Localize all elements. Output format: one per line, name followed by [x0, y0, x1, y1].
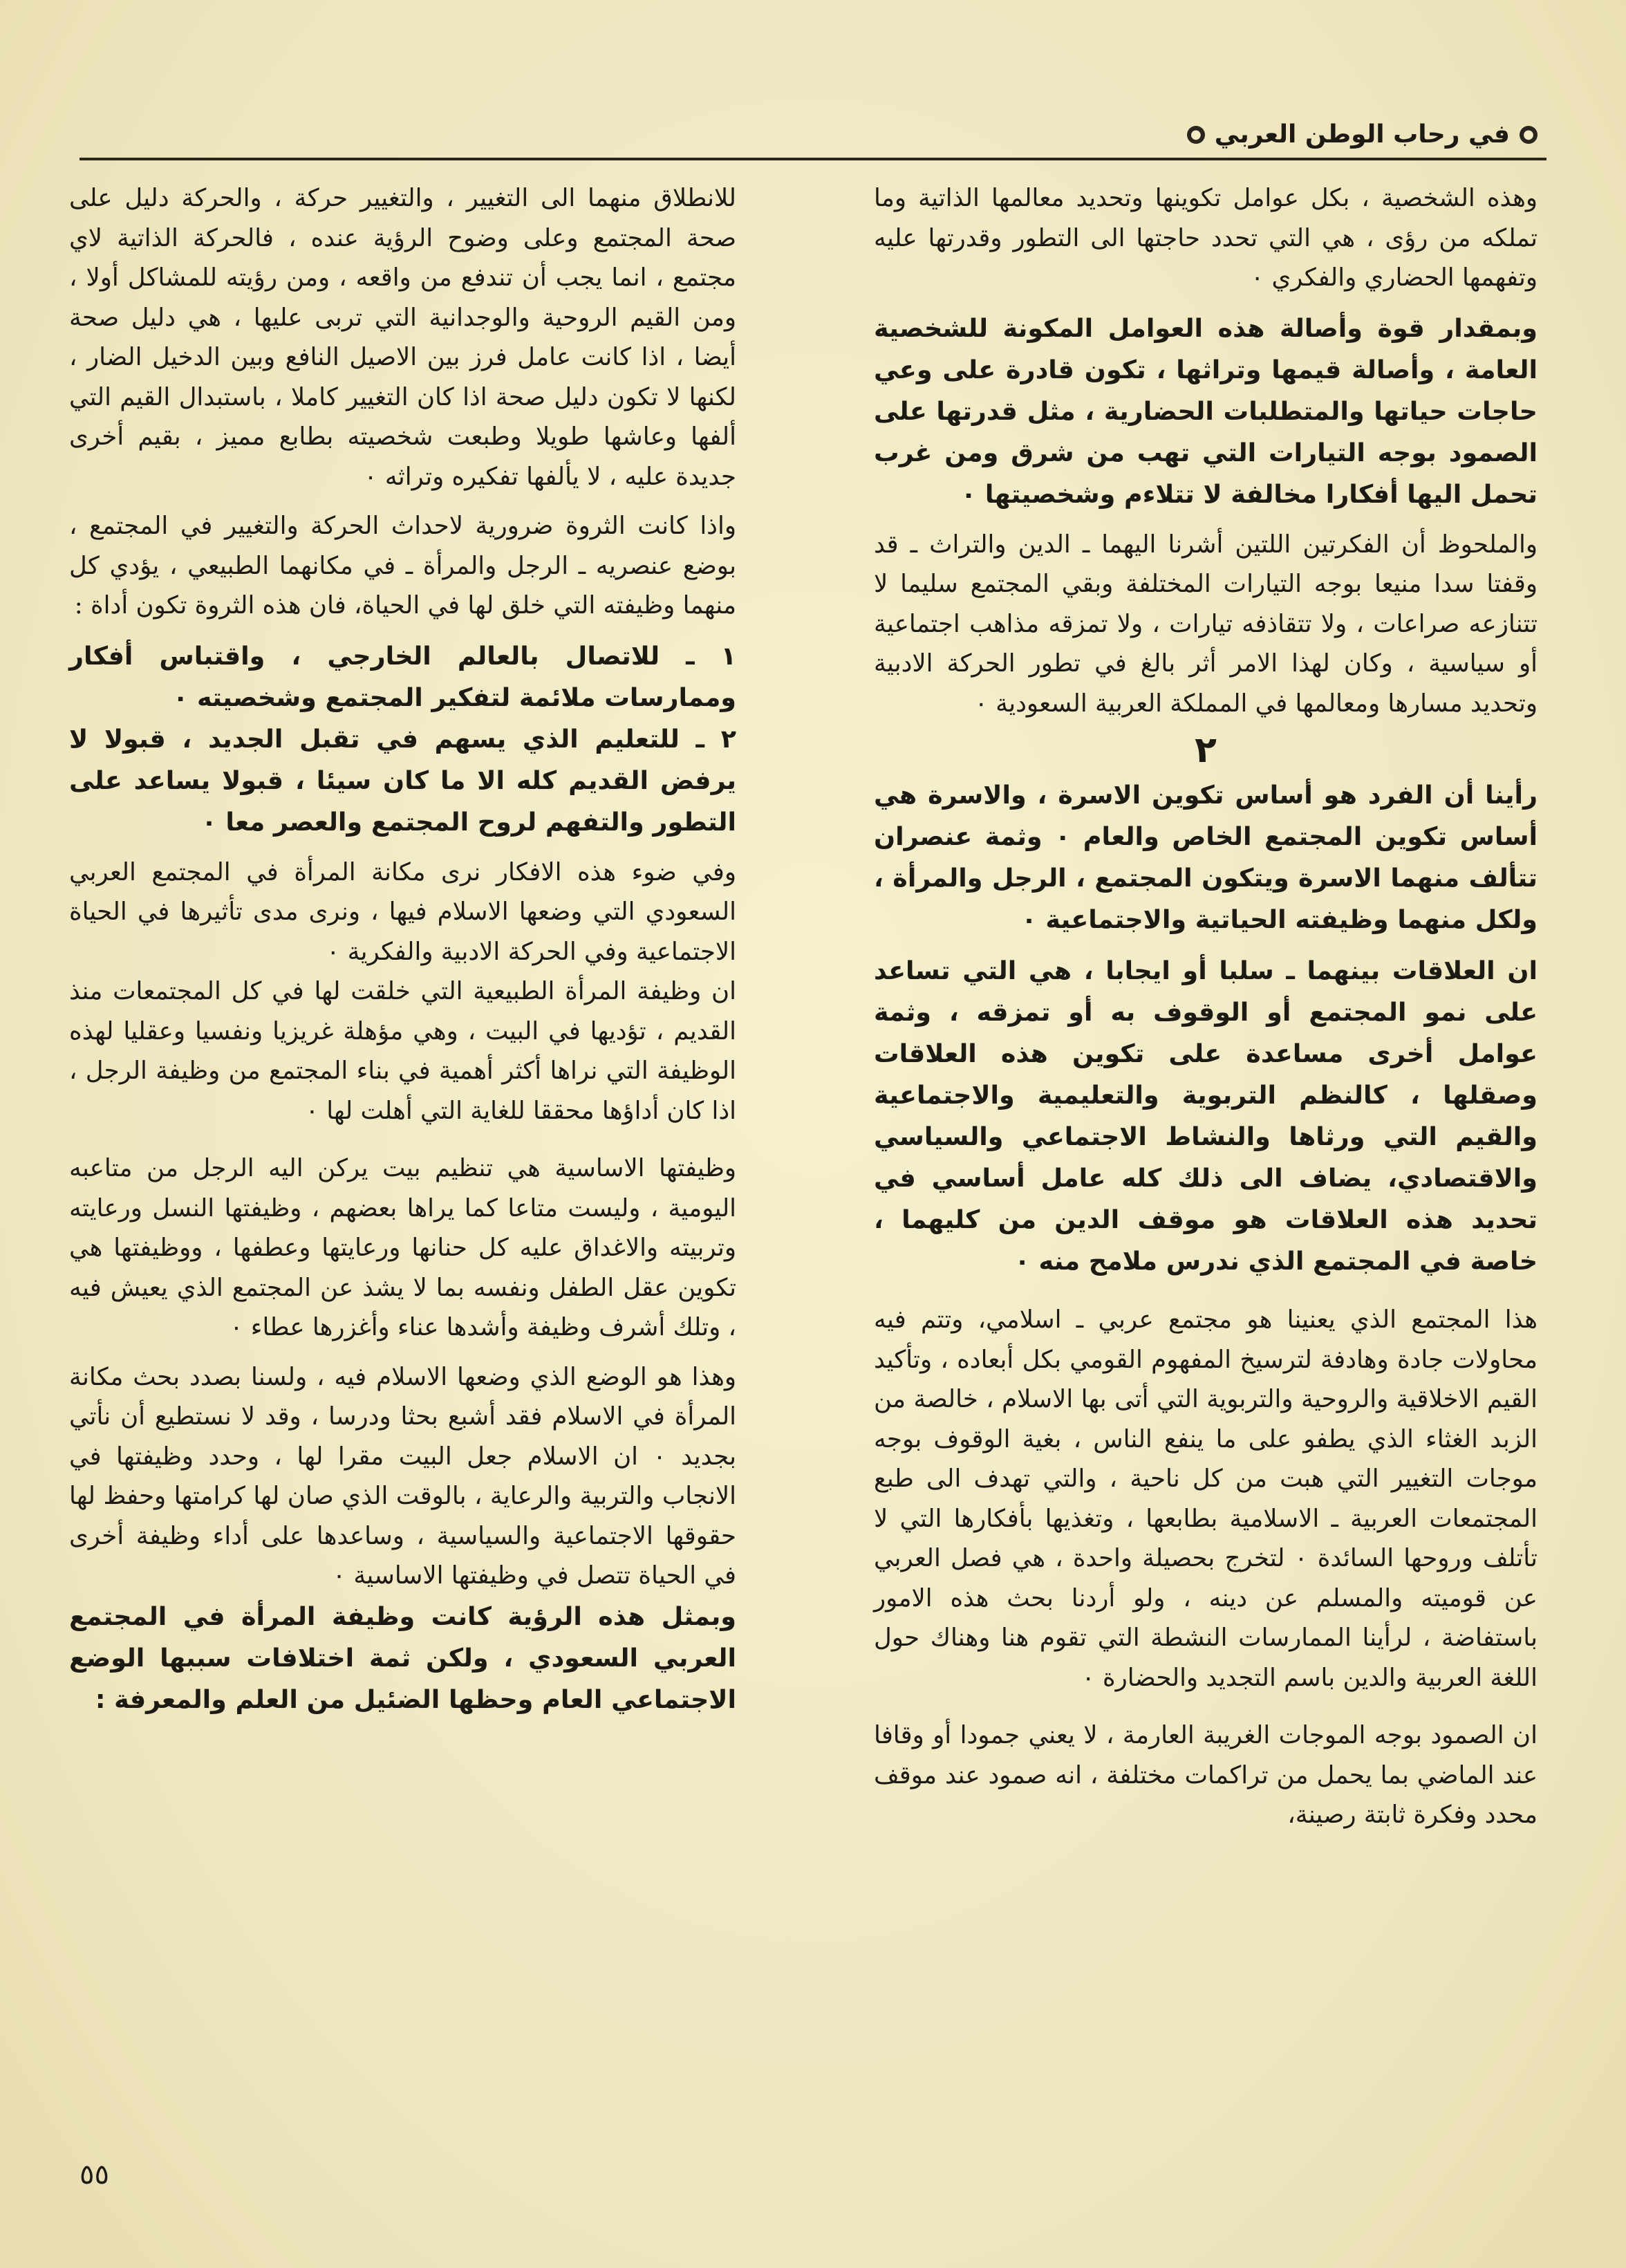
paragraph: هذا المجتمع الذي يعنينا هو مجتمع عربي ـ اسلامي، وتتم فيه محاولات جادة وهادفة لترسيخ المفهوم القومي بكل أبعاده ، وتأكيد القيم الاخلاقية والروحية والتربوية التي أتى بها الاسلام ، خالصة من الزبد الغثاء الذي يطفو على ما ينفع الناس ، بغية الوقوف بوجه موجات التغيير التي هبت من كل ناحية ، والتي تهدف الى طبع المجتمعات العربية ـ الاسلامية بطابعها ، وتغذيها بأفكارها التي لا تأتلف وروحها السائدة ٠ لتخرج بحصيلة واحدة ، هي فصل العربي عن قوميته والمسلم عن دينه ، ولو أردنا بحث هذه الامور باستفاضة ، لرأينا الممارسات النشطة التي تقوم هنا وهناك حول اللغة العربية والدين باسم التجديد والحضارة ٠	[874, 1305, 1538, 1692]
page-number: ٥٥	[80, 2159, 109, 2191]
bold-paragraph: ١ ـ للاتصال بالعالم الخارجي ، واقتباس أفكار وممارسات ملائمة لتفكير المجتمع وشخصيته ٠	[69, 640, 736, 712]
paragraph: ان وظيفة المرأة الطبيعية التي خلقت لها في كل المجتمعات منذ القديم ، تؤديها في البيت ، وهي مؤهلة غريزيا ونفسيا وعقليا لهذه الوظيفة التي نراها أكثر أهمية في بناء المجتمع من وظيفة الرجل ، اذا كان أداؤها محققا للغاية التي أهلت لها ٠	[69, 977, 736, 1125]
bold-paragraph: ان العلاقات بينهما ـ سلبا أو ايجابا ، هي التي تساعد على نمو المجتمع أو الوقوف به أو تمزقه ، وثمة عوامل أخرى مساعدة على تكوين هذه العلاقات وصقلها ، كالنظم التربوية والتعليمية والاجتماعية والقيم التي ورثاها والنشاط الاجتماعي والسياسي والاقتصادي، يضاف الى ذلك كله عامل أساسي في تحديد هذه العلاقات هو موقف الدين من كليهما ، خاصة في المجتمع الذي ندرس ملامح منه ٠	[874, 956, 1538, 1276]
section-title: في رحاب الوطن العربي	[1214, 120, 1510, 149]
running-header	[1187, 120, 1538, 149]
paragraph: وهذه الشخصية ، بكل عوامل تكوينها وتحديد معالمها الذاتية وما تملكه من رؤى ، هي التي تحدد حاجتها الى التطور وقدرتها عليه وتفهمها الحضاري والفكري ٠	[874, 184, 1538, 292]
bold-paragraph: وبمقدار قوة وأصالة هذه العوامل المكونة للشخصية العامة ، وأصالة قيمها وتراثها ، تكون قادرة على وعي حاجات حياتها والمتطلبات الحضارية ، مثل قدرتها على الصمود بوجه التيارات التي تهب من شرق ومن غرب تحمل اليها أفكارا مخالفة لا تتلاءم وشخصيتها ٠	[874, 313, 1538, 509]
paragraph: واذا كانت الثروة ضرورية لاحداث الحركة والتغيير في المجتمع ، بوضع عنصريه ـ الرجل والمرأة ـ في مكانهما الطبيعي ، يؤدي كل منهما وظيفته التي خلق لها في الحياة، فان هذه الثروة تكون أداة :	[69, 512, 737, 620]
bold-paragraph: وبمثل هذه الرؤية كانت وظيفة المرأة في المجتمع العربي السعودي ، ولكن ثمة اختلافات سببها الوضع الاجتماعي العام وحظها الضئيل من العلم والمعرفة :	[69, 1601, 736, 1714]
paragraph: للانطلاق منهما الى التغيير ، والتغيير حركة ، والحركة دليل على صحة المجتمع وعلى وضوح الرؤية عنده ، فالحركة الذاتية لاي مجتمع ، انما يجب أن تندفع من واقعه ، ومن رؤيته للمشاكل أولا ، ومن القيم الروحية والوجدانية التي تربى عليها ، هي دليل صحة أيضا ، اذا كانت عامل فرز بين الاصيل النافع وبين الدخيل الضار ، لكنها لا تكون دليل صحة اذا كان التغيير كاملا ، باستبدال القيم التي ألفها وعاشها طويلا وطبعت شخصيته بطابع مميز ، بقيم أخرى جديدة عليه ، لا يألفها تفكيره وتراثه ٠	[69, 184, 736, 491]
bullet-icon: ●	[1187, 126, 1205, 144]
paragraph: وهذا هو الوضع الذي وضعها الاسلام فيه ، ولسنا بصدد بحث مكانة المرأة في الاسلام فقد أشبع بحثا ودرسا ، وقد لا نستطيع أن نأتي بجديد ٠ ان الاسلام جعل البيت مقرا لها ، وحدد وظيفتها في الانجاب والتربية والرعاية ، بالوقت الذي صان لها كرامتها وحفظ لها حقوقها الاجتماعية والسياسية ، وساعدها على أداء وظيفة أخرى في الحياة تتصل في وظيفتها الاساسية ٠	[69, 1362, 737, 1590]
right-column	[874, 178, 1538, 1835]
paragraph: وفي ضوء هذه الافكار نرى مكانة المرأة في المجتمع العربي السعودي التي وضعها الاسلام فيها ، ونرى مدى تأثيرها في الحياة الاجتماعية وفي الحركة الادبية والفكرية ٠	[69, 857, 736, 966]
paragraph: وظيفتها الاساسية هي تنظيم بيت يركن اليه الرجل من متاعبه اليومية ، وليست متاعا كما يراها بعضهم ، وظيفتها النسل ورعايته وتربيته والاغداق عليه كل حنانها ورعايتها وعطفها ، ووظيفتها هي تكوين عقل الطفل ونفسه بما لا يشذ عن المجتمع الذي يعيش فيه ، وتلك أشرف وظيفة وأشدها عناء وأغزرها عطاء ٠	[69, 1154, 736, 1341]
paragraph: والملحوظ أن الفكرتين اللتين أشرنا اليهما ـ الدين والتراث ـ قد وقفتا سدا منيعا بوجه التيارات المختلفة وبقي المجتمع سليما لا تتنازعه صراعات ، ولا تتقاذفه تيارات ، ولا تمزقه مذاهب اجتماعية أو سياسية ، وكان لهذا الامر أثر بالغ في تطور الحركة الادبية وتحديد مسارها ومعالمها في المملكة العربية السعودية ٠	[874, 530, 1538, 718]
section-number: ٢	[1195, 729, 1217, 771]
bold-paragraph: ٢ ـ للتعليم الذي يسهم في تقبل الجديد ، قبولا لا يرفض القديم كله الا ما كان سيئا ، قبولا يساعد على التطور والتفهم لروح المجتمع والعصر معا ٠	[69, 723, 736, 837]
bold-paragraph: رأينا أن الفرد هو أساس تكوين الاسرة ، والاسرة هي أساس تكوين المجتمع الخاص والعام ٠ وثمة عنصران تتألف منهما الاسرة ويتكون المجتمع ، الرجل والمرأة ، ولكل منهما وظيفته الحياتية والاجتماعية ٠	[874, 780, 1538, 934]
header-rule	[80, 158, 1546, 160]
bullet-icon: ●	[1520, 126, 1538, 144]
left-column	[69, 178, 736, 1720]
paragraph: ان الصمود بوجه الموجات الغريبة العارمة ، لا يعني جمودا أو وقافا عند الماضي بما يحمل من تراكمات مختلفة ، انه صمود عند موقف محدد وفكرة ثابتة رصينة،	[874, 1721, 1538, 1829]
